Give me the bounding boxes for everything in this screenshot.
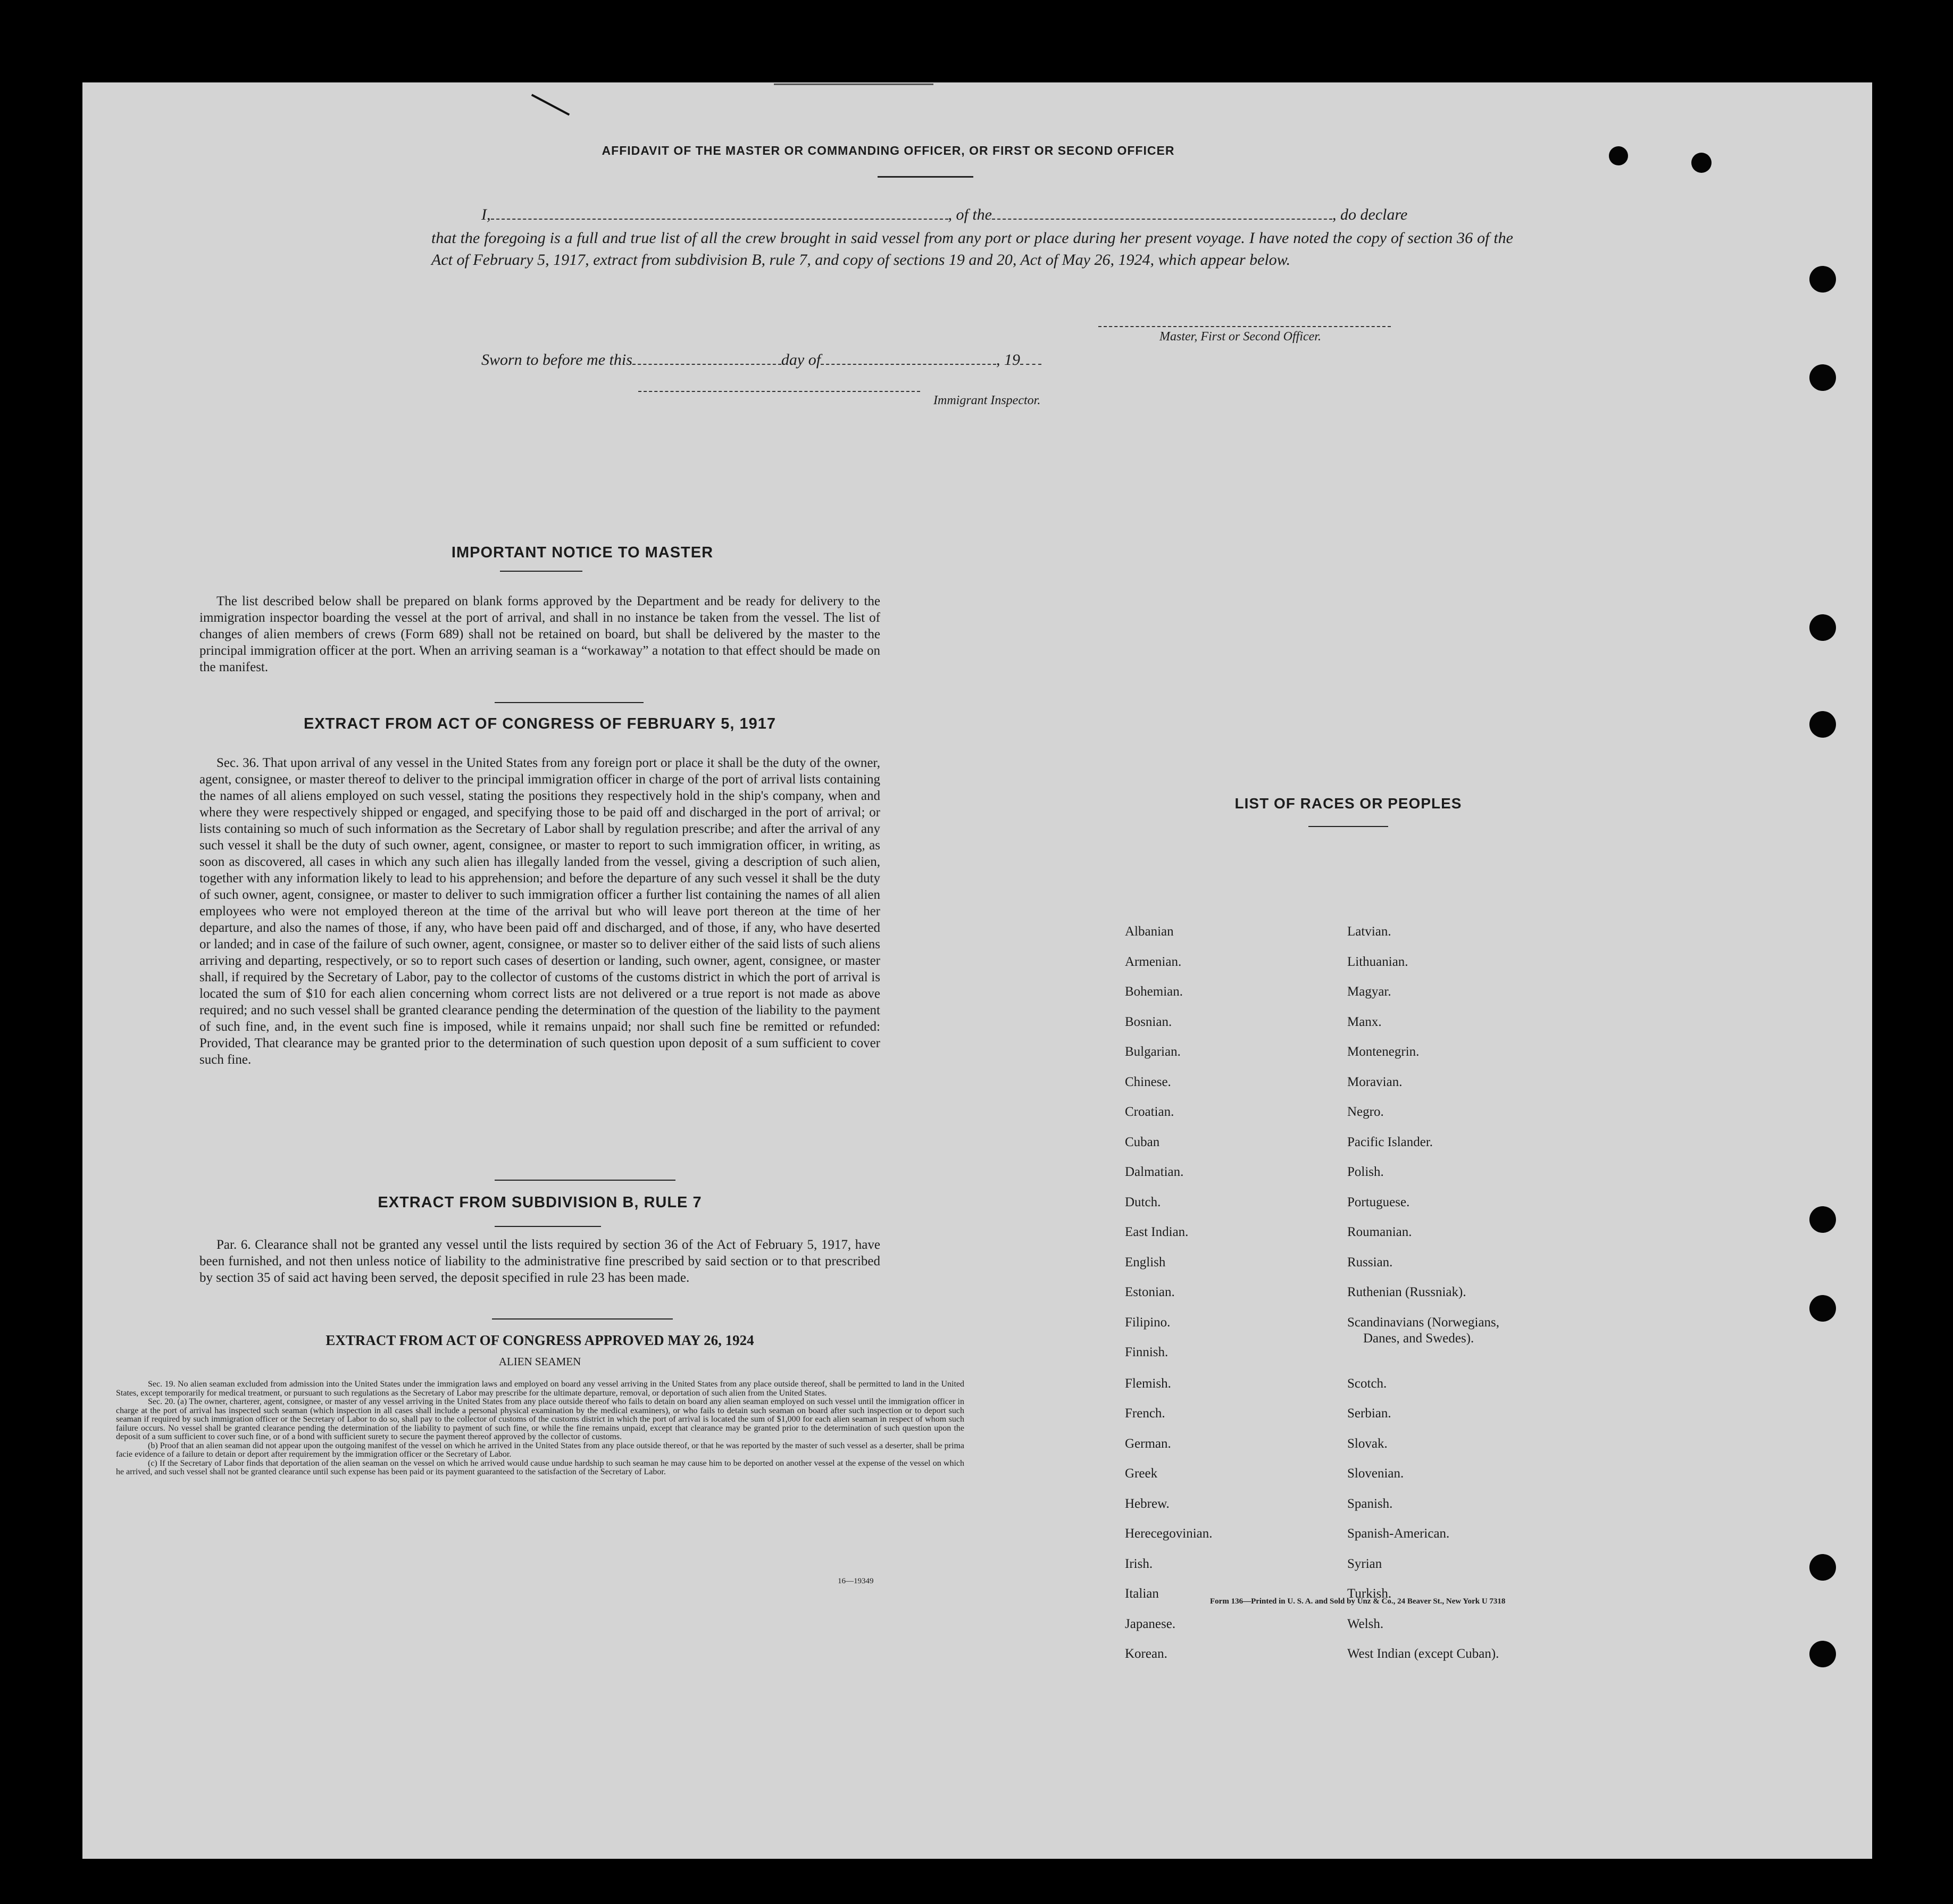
divider	[500, 571, 582, 572]
year-blank[interactable]	[1020, 351, 1041, 365]
sec-19: Sec. 19. No alien seaman excluded from admission into the United States under the immigration laws and employed on board any vessel arriving in the United States from any place outside thereof, shall be permitted to land in the United States, except temporarily for medical treatment, or pursuant to such regulations as the Secretary of Labor may prescribe for the ultimate departure, removal, or deportation of such alien from the United States.	[116, 1380, 964, 1398]
race-item: Finnish.	[1125, 1345, 1169, 1359]
extract-1924-text	[116, 1380, 964, 1477]
divider	[492, 1318, 673, 1320]
race-item: Bulgarian.	[1125, 1045, 1181, 1059]
race-item: Syrian	[1347, 1556, 1382, 1571]
race-item: Korean.	[1125, 1647, 1167, 1661]
notice-title: IMPORTANT NOTICE TO MASTER	[451, 544, 714, 561]
divider	[495, 702, 644, 703]
race-item: Pacific Islander.	[1347, 1134, 1433, 1149]
race-item: Irish.	[1125, 1556, 1153, 1571]
vessel-blank[interactable]	[992, 206, 1332, 220]
race-item: Portuguese.	[1347, 1195, 1410, 1209]
race-item: East Indian.	[1125, 1225, 1189, 1239]
extract-1917-text: Sec. 36. That upon arrival of any vessel in the United States from any foreign port or place it shall be the duty of the owner, agent, consignee, or master thereof to deliver to the principal immigration officer in charge of the port of arrival lists containing the names of all aliens employed on such vessel, stating the positions they respectively hold in the ship's company, when and where they were respectively shipped or engaged, and specifying those to be paid off and discharged in the port of arrival; or lists containing so much of such information as the Secretary of Labor shall by regulation prescribe; and after the arrival of any such vessel it shall be the duty of such owner, agent, consignee, or master to report to such immigration officer, in writing, as soon as discovered, all cases in which any such alien has illegally landed from the vessel, giving a description of such alien, together with any information likely to lead to his apprehension; and before the departure of any such vessel it shall be the duty of such owner, agent, consignee, or master to deliver to such immigration officer a further list containing the names of all alien employees who were not employed thereon at the time of the arrival but who will leave port thereon at the time of her departure, and also the names of those, if any, who have been paid off and discharged, and of those, if any, who have deserted or landed; and in case of the failure of such owner, agent, consignee, or master so to deliver either of the said lists of such aliens arriving and departing, respectively, or so to report such cases of desertion or landing, such owner, agent, consignee, or master shall, if required by the Secretary of Labor, pay to the collector of customs of the customs district in which the port of arrival is located the sum of $10 for each alien concerning whom correct lists are not delivered or a true report is not made as above required; and no such vessel shall be granted clearance pending the determination of the question of the liability to the payment of such fine, and, in the event such fine is imposed, while it remains unpaid; nor shall such fine be remitted or refunded: Provided, That clearance may be granted prior to the determination of such question upon deposit of a sum sufficient to cover such fine.	[199, 756, 880, 1067]
race-item: Dalmatian.	[1125, 1165, 1184, 1179]
race-item: Greek	[1125, 1466, 1158, 1481]
race-item: Lithuanian.	[1347, 954, 1408, 969]
document-page	[82, 82, 1872, 1859]
divider	[495, 1226, 601, 1227]
punch-hole	[1809, 1641, 1836, 1667]
alien-seamen-subtitle: ALIEN SEAMEN	[498, 1355, 581, 1368]
race-item: Bohemian.	[1125, 984, 1183, 999]
punch-hole	[1609, 146, 1628, 165]
race-item: French.	[1125, 1406, 1165, 1421]
extract-1917-title: EXTRACT FROM ACT OF CONGRESS OF FEBRUARY 5, 1917	[303, 715, 777, 732]
declaration-i: I,	[481, 206, 491, 223]
race-item: Slovak.	[1347, 1436, 1388, 1451]
race-item: Flemish.	[1125, 1376, 1171, 1391]
sec-20b: (b) Proof that an alien seaman did not appear upon the outgoing manifest of the vessel on which he arrived in the United States from any place outside thereof, or that he was reported by the master of such vessel as a deserter, shall be prima facie evidence of a failure to detain or deport after requirement by the immigration officer or the Secretary of Labor.	[116, 1441, 964, 1459]
race-item: Scandinavians (Norwegians,	[1347, 1315, 1500, 1330]
punch-hole	[1809, 1206, 1836, 1233]
race-item: German.	[1125, 1436, 1171, 1451]
race-item: Hebrew.	[1125, 1496, 1170, 1511]
sworn-text: Sworn to before me this	[481, 351, 632, 369]
race-item: Polish.	[1347, 1165, 1384, 1179]
punch-hole	[1809, 711, 1836, 738]
race-item: West Indian (except Cuban).	[1347, 1647, 1499, 1661]
race-item: Herecegovinian.	[1125, 1526, 1213, 1541]
scan-mark	[774, 83, 933, 85]
punch-hole	[1809, 364, 1836, 391]
signature-label: Master, First or Second Officer.	[1159, 330, 1321, 344]
race-item: Estonian.	[1125, 1285, 1175, 1299]
inspector-signature-line[interactable]	[638, 391, 920, 392]
sworn-year: , 19	[996, 351, 1021, 369]
day-blank[interactable]	[632, 351, 781, 365]
extract-rule7-text: Par. 6. Clearance shall not be granted any vessel until the lists required by section 36 of the Act of February 5, 1917, have been furnished, and not then unless notice of liability to the administrative fine prescribed by said section or to that prescribed by section 35 of said act having been served, the deposit specified in rule 23 has been made.	[199, 1238, 880, 1285]
race-item: Cuban	[1125, 1134, 1160, 1149]
sec-20c: (c) If the Secretary of Labor finds that deportation of the alien seaman on the vessel on which he arrived would cause undue hardship to such seaman he may cause him to be deported on another vessel at the expense of the vessel on which he arrived, and such vessel shall not be granted clearance until such expense has been paid or its payment guaranteed to the satisfaction of the Secretary of Labor.	[116, 1458, 964, 1476]
divider	[495, 1180, 675, 1181]
race-item: Filipino.	[1125, 1315, 1171, 1330]
month-blank[interactable]	[821, 351, 996, 365]
race-item: Ruthenian (Russniak).	[1347, 1285, 1466, 1299]
document-number: 16—19349	[838, 1577, 874, 1585]
race-item: Croatian.	[1125, 1105, 1174, 1119]
race-item: Dutch.	[1125, 1195, 1161, 1209]
race-item: Albanian	[1125, 924, 1174, 939]
race-item: Manx.	[1347, 1014, 1382, 1029]
punch-hole	[1809, 266, 1836, 293]
race-item: Turkish.	[1347, 1586, 1392, 1601]
race-item: Russian.	[1347, 1255, 1393, 1270]
race-item: Serbian.	[1347, 1406, 1391, 1421]
form-footer: Form 136—Printed in U. S. A. and Sold by Unz & Co., 24 Beaver St., New York U 7318	[1210, 1597, 1506, 1606]
race-item: Moravian.	[1347, 1074, 1403, 1089]
divider	[878, 176, 973, 178]
race-item: Montenegrin.	[1347, 1045, 1420, 1059]
race-item: Chinese.	[1125, 1074, 1171, 1089]
divider	[1308, 826, 1388, 827]
race-item: Italian	[1125, 1586, 1159, 1601]
declaration-line	[481, 206, 1513, 224]
declaration-end: , do declare	[1332, 206, 1408, 223]
race-item: Japanese.	[1125, 1616, 1176, 1631]
race-item: Scotch.	[1347, 1376, 1387, 1391]
race-item: Negro.	[1347, 1105, 1384, 1119]
race-item: Armenian.	[1125, 954, 1182, 969]
signature-line[interactable]	[1098, 326, 1391, 327]
races-title: LIST OF RACES OR PEOPLES	[1234, 795, 1462, 812]
race-item: Danes, and Swedes).	[1363, 1331, 1474, 1346]
sworn-day-of: day of	[781, 351, 821, 369]
declaration-paragraph: that the foregoing is a full and true list of all the crew brought in said vessel from any port or place during her present voyage. I have noted the copy of section 36 of the Act of February 5, 1917, extract from subdivision B, rule 7, and copy of sections 19 and 20, Act of May 26, 1924, which appear below.	[431, 229, 1513, 269]
affidavit-title: AFFIDAVIT OF THE MASTER OR COMMANDING OFFICER, OR FIRST OR SECOND OFFICER	[602, 144, 1175, 157]
sworn-line	[481, 351, 1041, 369]
declaration-of-the: , of the	[948, 206, 992, 223]
extract-1924-title: EXTRACT FROM ACT OF CONGRESS APPROVED MAY 26, 1924	[326, 1332, 754, 1348]
scan-mark	[531, 94, 570, 115]
name-blank[interactable]	[491, 206, 948, 220]
sec-20a: Sec. 20. (a) The owner, charterer, agent, consignee, or master of any vessel arriving in the United States from any place outside thereof who fails to detain on board any alien seaman employed on such vessel until the immigration officer in charge at the port of arrival has inspected such seaman (which inspection in all cases shall include a personal physical examination by the medical examiners), or who fails to detain such seaman on board after such inspection or to deport such seaman if required by such immigration officer or the Secretary of Labor to do so, shall pay to the collector of customs of the customs district in which the port of arrival is located the sum of $1,000 for each alien seaman in respect of whom such failure occurs. No vessel shall be granted clearance pending the determination of the liability to payment of such fine, or while the fine remains unpaid, except that clearance may be granted prior to the determination of such question upon the deposit of a sum sufficient to cover such fine, or of a bond with sufficient surety to secure the payment thereof approved by the collector of customs.	[116, 1397, 964, 1441]
race-item: Latvian.	[1347, 924, 1391, 939]
extract-rule7-title: EXTRACT FROM SUBDIVISION B, RULE 7	[378, 1194, 702, 1211]
punch-hole	[1809, 1554, 1836, 1581]
race-item: English	[1125, 1255, 1166, 1270]
punch-hole	[1809, 1295, 1836, 1322]
punch-hole	[1809, 614, 1836, 641]
race-item: Welsh.	[1347, 1616, 1384, 1631]
race-item: Roumanian.	[1347, 1225, 1412, 1239]
punch-hole	[1691, 153, 1712, 173]
race-item: Slovenian.	[1347, 1466, 1404, 1481]
race-item: Spanish-American.	[1347, 1526, 1450, 1541]
inspector-label: Immigrant Inspector.	[933, 394, 1041, 407]
race-item: Bosnian.	[1125, 1014, 1172, 1029]
notice-text: The list described below shall be prepared on blank forms approved by the Department and be ready for delivery to the immigration inspector boarding the vessel at the port of arrival, and shall in no instance be taken from the vessel. The list of changes of alien members of crews (Form 689) shall not be retained on board, but shall be delivered by the master to the principal immigration officer at the port. When an arriving seaman is a “workaway” a notation to that effect should be made on the manifest.	[199, 594, 880, 674]
race-item: Spanish.	[1347, 1496, 1393, 1511]
race-item: Magyar.	[1347, 984, 1391, 999]
